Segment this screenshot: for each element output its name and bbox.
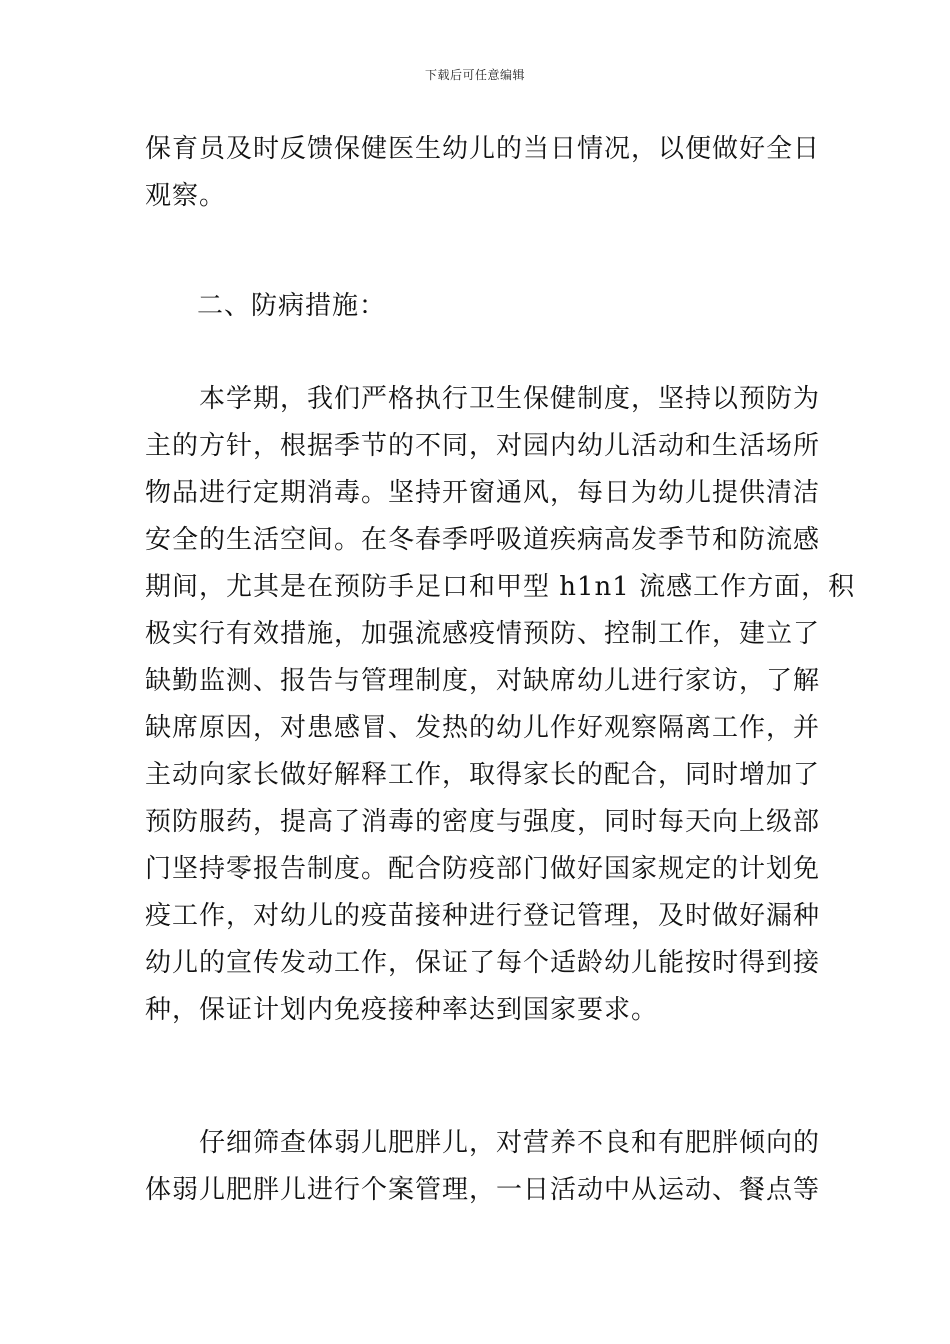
text-line: 安全的生活空间。在冬春季呼吸道疾病高发季节和防流感 [145,525,821,555]
text-line: 门坚持零报告制度。配合防疫部门做好国家规定的计划免 [145,854,821,884]
text-line: 保育员及时反馈保健医生幼儿的当日情况，以便做好全日 [145,134,821,164]
paragraph-observation [145,126,821,220]
text-line: 体弱儿肥胖儿进行个案管理，一日活动中从运动、餐点等 [145,1175,821,1205]
paragraph-screening [145,1120,821,1214]
text-line: 缺席原因，对患感冒、发热的幼儿作好观察隔离工作，并 [145,713,821,743]
text-line: 预防服药，提高了消毒的密度与强度，同时每天向上级部 [145,807,821,837]
text-line: 种，保证计划内免疫接种率达到国家要求。 [145,995,659,1025]
text-line: 期间，尤其是在预防手足口和甲型 h1n1 流感工作方面，积 [145,572,856,602]
text-line: 疫工作，对幼儿的疫苗接种进行登记管理，及时做好漏种 [145,901,821,931]
text-line: 仔细筛查体弱儿肥胖儿，对营养不良和有肥胖倾向的 [145,1128,821,1158]
heading-text: 二、防病措施： [197,291,387,321]
text-line: 幼儿的宣传发动工作，保证了每个适龄幼儿能按时得到接 [145,948,821,978]
paragraph-disease-prevention [145,376,856,1034]
text-line: 本学期，我们严格执行卫生保健制度，坚持以预防为 [145,384,821,414]
text-line: 极实行有效措施，加强流感疫情预防、控制工作，建立了 [145,619,821,649]
text-line: 主动向家长做好解释工作，取得家长的配合，同时增加了 [145,760,821,790]
page-header: 下载后可任意编辑 [424,68,525,82]
text-line: 主的方针，根据季节的不同，对园内幼儿活动和生活场所 [145,431,821,461]
section-heading [197,283,805,330]
text-line: 物品进行定期消毒。坚持开窗通风，每日为幼儿提供清洁 [145,478,821,508]
text-line: 缺勤监测、报告与管理制度，对缺席幼儿进行家访，了解 [145,666,821,696]
text-line: 观察。 [145,181,227,211]
